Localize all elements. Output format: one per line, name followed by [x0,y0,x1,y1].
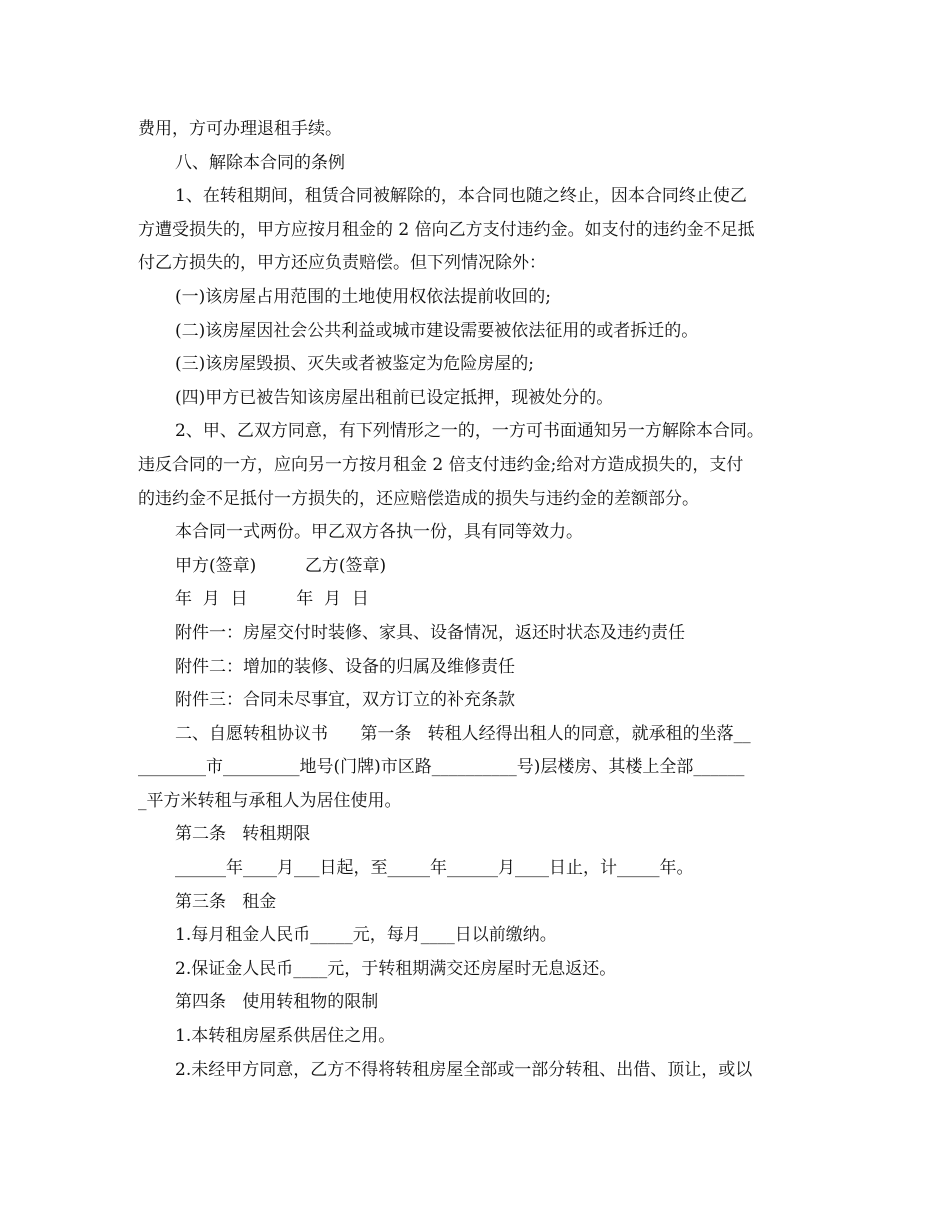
document-line: 二、自愿转租协议书 第一条 转租人经得出租人的同意，就承租的坐落__ [175,723,751,744]
document-line: 2.保证金人民币____元，于转租期满交还房屋时无息返还。 [175,958,617,979]
document-line: 附件一：房屋交付时装修、家具、设备情况，返还时状态及违约责任 [175,622,685,643]
document-line: 甲方(签章) 乙方(签章) [175,555,387,576]
document-line: 方遭受损失的，甲方应按月租金的 2 倍向乙方支付违约金。如支付的违约金不足抵 [138,219,755,240]
document-line: 八、解除本合同的条例 [175,152,345,173]
document-line: 2、甲、乙双方同意，有下列情形之一的，一方可书面通知另一方解除本合同。 [175,421,764,442]
document-line: 违反合同的一方，应向另一方按月租金 2 倍支付违约金;给对方造成损失的，支付 [138,454,744,475]
document-line: (四)甲方已被告知该房屋出租前已设定抵押，现被处分的。 [175,387,614,408]
document-line: ________市_________地号(门牌)市区路__________号)层楼房、其楼上全部______ [138,757,745,778]
document-line: 2.未经甲方同意，乙方不得将转租房屋全部或一部分转租、出借、顶让，或以 [175,1059,753,1080]
document-line: 1.本转租房屋系供居住之用。 [175,1026,396,1047]
document-body [138,113,828,1087]
document-line: 附件三：合同未尽事宜，双方订立的补充条款 [175,690,515,711]
document-line: 附件二：增加的装修、设备的归属及维修责任 [175,656,515,677]
document-line: (三)该房屋毁损、灭失或者被鉴定为危险房屋的; [175,354,534,375]
document-line: 费用，方可办理退租手续。 [138,119,342,139]
document-line: 第二条 转租期限 [175,824,311,845]
document-line: 第三条 租金 [175,891,277,912]
document-line: ______年____月___日起，至_____年______月____日止，计_____年。 [175,858,694,879]
document-line: 的违约金不足抵付一方损失的，还应赔偿造成的损失与违约金的差额部分。 [138,488,699,509]
document-line: 第四条 使用转租物的限制 [175,992,379,1013]
document-line: _平方米转租与承租人为居住使用。 [138,790,402,811]
document-line: (一)该房屋占用范围的土地使用权依法提前收回的; [175,286,551,307]
document-line: 付乙方损失的，甲方还应负责赔偿。但下列情况除外： [138,253,546,274]
document-line: 本合同一式两份。甲乙双方各执一份，具有同等效力。 [175,522,583,543]
document-line: 1.每月租金人民币_____元，每月____日以前缴纳。 [175,925,557,946]
document-line: 年 月 日 年 月 日 [175,589,369,610]
document-line: 1、在转租期间，租赁合同被解除的，本合同也随之终止，因本合同终止使乙 [175,186,747,207]
document-line: (二)该房屋因社会公共利益或城市建设需要被依法征用的或者拆迁的。 [175,320,699,341]
